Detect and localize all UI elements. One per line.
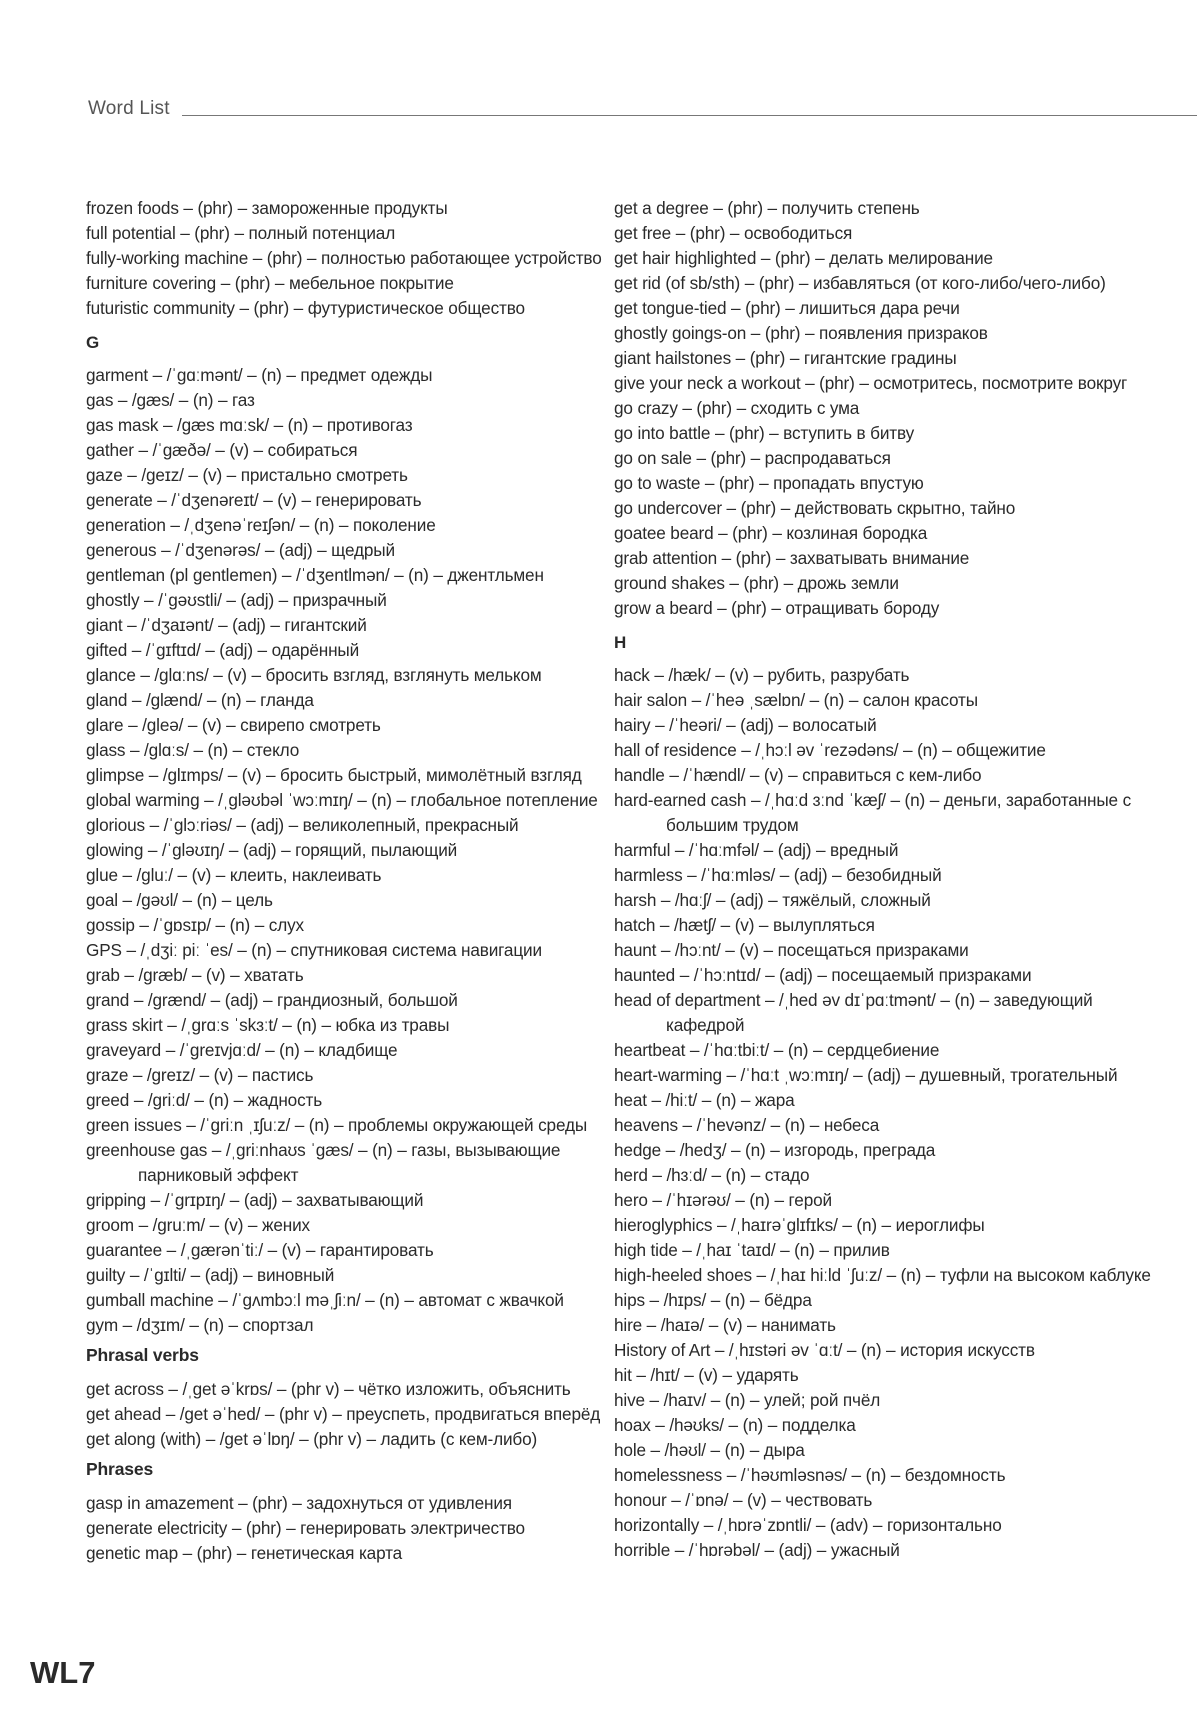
page-header [88,98,1197,120]
word-entry: gas – /ɡæs/ – (n) – газ [86,390,255,410]
word-entry: hair salon – /ˈheə ˌsælɒn/ – (n) – салон красоты [614,690,978,710]
word-entry: glance – /ɡlɑːns/ – (v) – бросить взгляд, взглянуть мельком [86,665,542,685]
word-entry: glass – /ɡlɑːs/ – (n) – стекло [86,740,300,760]
word-entry: haunted – /ˈhɔːntɪd/ – (adj) – посещаемый призраками [614,965,1032,985]
word-entry: futuristic community – (phr) – футуристическое общество [86,298,525,318]
word-entry: hips – /hɪps/ – (n) – бёдра [614,1290,812,1310]
word-entry: global warming – /ˌɡləʊbəl ˈwɔːmɪŋ/ – (n) – глобальное потепление [86,790,598,810]
word-entry: go on sale – (phr) – распродаваться [614,448,891,468]
word-entry: generate electricity – (phr) – генерировать электричество [86,1518,525,1538]
word-entry: ground shakes – (phr) – дрожь земли [614,573,899,593]
page-number: WL7 [30,1655,96,1690]
word-entry: heat – /hiːt/ – (n) – жара [614,1090,795,1110]
word-entry: hole – /həʊl/ – (n) – дыра [614,1440,805,1460]
word-entry: grab attention – (phr) – захватывать внимание [614,548,970,568]
word-entry: harsh – /hɑːʃ/ – (adj) – тяжёлый, сложный [614,890,931,910]
word-entry: harmful – /ˈhɑːmfəl/ – (adj) – вредный [614,840,899,860]
word-entry: give your neck a workout – (phr) – осмотритесь, посмотрите вокруг [614,373,1128,393]
word-entry: grand – /ɡrænd/ – (adj) – грандиозный, большой [86,990,458,1010]
word-entry: gas mask – /ɡæs mɑːsk/ – (n) – противогаз [86,415,413,435]
word-entry: hero – /ˈhɪərəʊ/ – (n) – герой [614,1190,832,1210]
word-entry: harmless – /ˈhɑːmləs/ – (adj) – безобидный [614,865,942,885]
word-entry: heavens – /ˈhevənz/ – (n) – небеса [614,1115,880,1135]
word-entry: hieroglyphics – /ˌhaɪrəˈɡlɪfɪks/ – (n) – иероглифы [614,1215,985,1235]
word-entry: homelessness – /ˈhəʊmləsnəs/ – (n) – бездомность [614,1465,1006,1485]
word-entry: goal – /ɡəʊl/ – (n) – цель [86,890,273,910]
word-entry: gym – /dʒɪm/ – (n) – спортзал [86,1315,314,1335]
word-entry: high tide – /ˌhaɪ ˈtaɪd/ – (n) – прилив [614,1240,890,1260]
word-entry: get rid (of sb/sth) – (phr) – избавляться (от кого-либо/чего-либо) [614,273,1106,293]
word-entry: full potential – (phr) – полный потенциал [86,223,396,243]
word-entry: generate – /ˈdʒenəreɪt/ – (v) – генерировать [86,490,422,510]
word-entry: high-heeled shoes – /ˌhaɪ hiːld ˈʃuːz/ – (n) – туфли на высоком каблуке [614,1265,1151,1285]
section-letter: G [86,333,100,352]
word-entry: haunt – /hɔːnt/ – (v) – посещаться призраками [614,940,969,960]
word-entry: generous – /ˈdʒenərəs/ – (adj) – щедрый [86,540,395,560]
word-entry: graveyard – /ˈɡreɪvjɑːd/ – (n) – кладбище [86,1040,398,1060]
word-entry: hack – /hæk/ – (v) – рубить, разрубать [614,665,910,685]
word-entry: go into battle – (phr) – вступить в битву [614,423,915,443]
word-entry: hire – /haɪə/ – (v) – нанимать [614,1315,836,1335]
left-column [86,196,606,1566]
word-entry: greenhouse gas – /ˌɡriːnhaʊs ˈɡæs/ – (n) – газы, вызывающие парниковый эффект [86,1140,561,1185]
word-entry: glare – /ɡleə/ – (v) – свирепо смотреть [86,715,381,735]
word-entry: go undercover – (phr) – действовать скрытно, тайно [614,498,1016,518]
section-heading: Phrases [86,1459,154,1479]
word-entry: grass skirt – /ˌɡrɑːs ˈskɜːt/ – (n) – юбка из травы [86,1015,450,1035]
word-entry: gentleman (pl gentlemen) – /ˈdʒentlmən/ – (n) – джентльмен [86,565,544,585]
word-entry: History of Art – /ˌhɪstəri əv ˈɑːt/ – (n) – история искусств [614,1340,1035,1360]
word-entry: get along (with) – /ɡet əˈlɒŋ/ – (phr v) – ладить (с кем-либо) [86,1429,538,1449]
word-entry: horizontally – /ˌhɒrəˈzɒntli/ – (adv) – горизонтально [614,1515,1002,1535]
word-entry: hatch – /hætʃ/ – (v) – вылупляться [614,915,875,935]
word-entry: hive – /haɪv/ – (n) – улей; рой пчёл [614,1390,881,1410]
word-entry: get ahead – /ɡet əˈhed/ – (phr v) – преуспеть, продвигаться вперёд [86,1404,601,1424]
word-entry: generation – /ˌdʒenəˈreɪʃən/ – (n) – поколение [86,515,436,535]
word-entry: gaze – /ɡeɪz/ – (v) – пристально смотреть [86,465,408,485]
word-entry: horrible – /ˈhɒrəbəl/ – (adj) – ужасный [614,1540,900,1560]
word-entry: grab – /ɡræb/ – (v) – хватать [86,965,304,985]
word-entry: giant hailstones – (phr) – гигантские градины [614,348,957,368]
word-entry: glue – /ɡluː/ – (v) – клеить, наклеивать [86,865,382,885]
word-entry: glimpse – /ɡlɪmps/ – (v) – бросить быстрый, мимолётный взгляд [86,765,582,785]
word-entry: hall of residence – /ˌhɔːl əv ˈrezədəns/ – (n) – общежитие [614,740,1046,760]
word-entry: heartbeat – /ˈhɑːtbiːt/ – (n) – сердцебиение [614,1040,940,1060]
word-entry: gossip – /ˈɡɒsɪp/ – (n) – слух [86,915,304,935]
word-entry: grow a beard – (phr) – отращивать бороду [614,598,940,618]
section-heading: Phrasal verbs [86,1345,199,1365]
word-entry: gifted – /ˈɡɪftɪd/ – (adj) – одарённый [86,640,360,660]
word-entry: gumball machine – /ˈɡʌmbɔːl məˌʃiːn/ – (n) – автомат с жвачкой [86,1290,564,1310]
word-entry: glowing – /ˈɡləʊɪŋ/ – (adj) – горящий, пылающий [86,840,458,860]
word-entry: get a degree – (phr) – получить степень [614,198,920,218]
word-entry: herd – /hɜːd/ – (n) – стадо [614,1165,810,1185]
word-entry: gather – /ˈɡæðə/ – (v) – собираться [86,440,358,460]
word-entry: hard-earned cash – /ˌhɑːd ɜːnd ˈkæʃ/ – (n) – деньги, заработанные с большим трудом [614,790,1132,835]
word-entry: get hair highlighted – (phr) – делать мелирование [614,248,993,268]
word-entry: green issues – /ˈɡriːn ˌɪʃuːz/ – (n) – проблемы окружающей среды [86,1115,588,1135]
word-entry: graze – /ɡreɪz/ – (v) – пастись [86,1065,314,1085]
word-entry: honour – /ˈɒnə/ – (v) – чествовать [614,1490,873,1510]
word-entry: fully-working machine – (phr) – полностью работающее устройство [86,248,602,268]
word-entry: garment – /ˈɡɑːmənt/ – (n) – предмет одежды [86,365,433,385]
word-entry: head of department – /ˌhed əv dɪˈpɑːtmənt/ – (n) – заведующий кафедрой [614,990,1093,1035]
word-entry: get tongue-tied – (phr) – лишиться дара речи [614,298,960,318]
word-entry: hairy – /ˈheəri/ – (adj) – волосатый [614,715,877,735]
word-entry: go crazy – (phr) – сходить с ума [614,398,860,418]
word-entry: giant – /ˈdʒaɪənt/ – (adj) – гигантский [86,615,367,635]
header-title: Word List [88,98,170,119]
word-entry: frozen foods – (phr) – замороженные продукты [86,198,448,218]
word-entry: get across – /ˌɡet əˈkrɒs/ – (phr v) – чётко изложить, объяснить [86,1379,571,1399]
word-entry: genetic map – (phr) – генетическая карта [86,1543,403,1563]
word-entry: hedge – /hedʒ/ – (n) – изгородь, преграда [614,1140,936,1160]
word-entry: GPS – /ˌdʒiː piː ˈes/ – (n) – спутниковая система навигации [86,940,542,960]
word-entry: gripping – /ˈɡrɪpɪŋ/ – (adj) – захватывающий [86,1190,424,1210]
word-entry: gasp in amazement – (phr) – задохнуться от удивления [86,1493,512,1513]
word-entry: furniture covering – (phr) – мебельное покрытие [86,273,454,293]
word-entry: hoax – /həʊks/ – (n) – подделка [614,1415,856,1435]
word-entry: glorious – /ˈɡlɔːriəs/ – (adj) – великолепный, прекрасный [86,815,519,835]
word-entry: get free – (phr) – освободиться [614,223,853,243]
word-entry: ghostly – /ˈɡəʊstli/ – (adj) – призрачный [86,590,387,610]
word-entry: heart-warming – /ˈhɑːt ˌwɔːmɪŋ/ – (adj) – душевный, трогательный [614,1065,1118,1085]
word-entry: handle – /ˈhændl/ – (v) – справиться с кем-либо [614,765,982,785]
word-entry: go to waste – (phr) – пропадать впустую [614,473,924,493]
section-letter: H [614,633,627,652]
word-entry: greed – /ɡriːd/ – (n) – жадность [86,1090,323,1110]
word-entry: gland – /ɡlænd/ – (n) – гланда [86,690,314,710]
word-entry: guilty – /ˈɡɪlti/ – (adj) – виновный [86,1265,335,1285]
word-entry: goatee beard – (phr) – козлиная бородка [614,523,928,543]
word-entry: hit – /hɪt/ – (v) – ударять [614,1365,799,1385]
word-entry: ghostly goings-on – (phr) – появления призраков [614,323,988,343]
header-rule [182,115,1197,116]
word-entry: guarantee – /ˌɡærənˈtiː/ – (v) – гарантировать [86,1240,434,1260]
word-entry: groom – /ɡruːm/ – (v) – жених [86,1215,310,1235]
right-column [614,196,1154,1563]
